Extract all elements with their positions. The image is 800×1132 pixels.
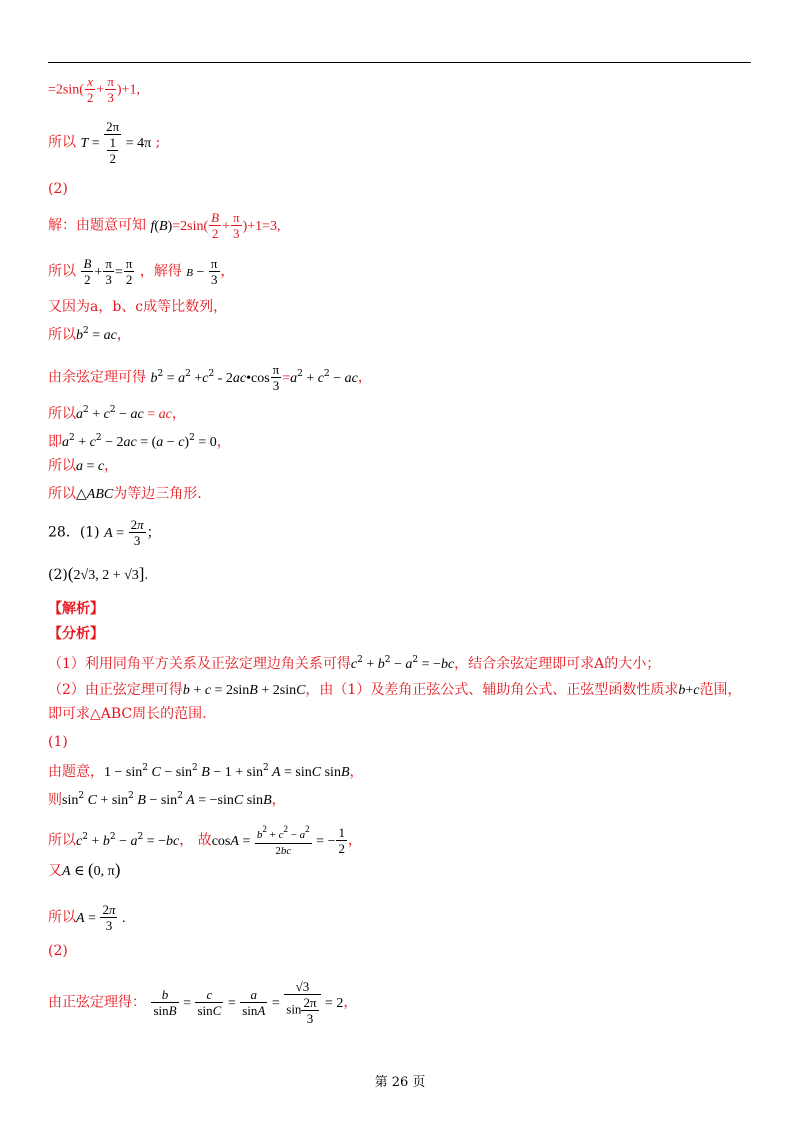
analysis-step-1: （1）利用同角平方关系及正弦定理边角关系可得$c^2 + b^2 - a^2 = -bc$，结合余弦定理即可求A的大小； xyxy=(48,655,661,672)
answer-28-1: 28．(1) A = $\frac{2\pi}{3}$ ； xyxy=(48,517,161,548)
solution-part-1-label: (1) xyxy=(48,734,68,750)
solution-line-4: 又A ∈ (0, π) xyxy=(48,860,121,879)
solution-part-2-label: (2) xyxy=(48,943,68,959)
line-9: 所以$a^2 + c^2$ − ac = ac， xyxy=(48,405,186,422)
solution-line-3: 所以$c^2 + b^2 - a^2 = -bc$， 故cosA = $\frac{b^2 + c^2 - a^2}{2bc}$ = − $\frac{1}{2}$ ， xyxy=(48,824,362,857)
analysis-step-2-cont: 即可求△ABC周长的范围. xyxy=(48,706,207,722)
line-6: 又因为a，b、c成等比数列， xyxy=(48,299,228,315)
analysis-subheading: 【分析】 xyxy=(48,626,104,642)
solution-line-1: 由题意，$1 - \sin^2 C - \sin^2 B - 1 + \sin^2 A = \sin C$ sinB， xyxy=(48,763,364,780)
line-5: 所以 $\frac{B}{2}$ + $\frac{\pi}{3}$ = $\frac{\pi}{2}$ ，解得 B − $\frac{\pi}{3}$ ， xyxy=(48,256,235,287)
line-11: 所以a = c， xyxy=(48,458,119,474)
line-12: 所以△ABC为等边三角形. xyxy=(48,486,202,502)
line-4: 解：由题意可知 f(B)=2sin( $\frac{B}{2}$ + $\frac{\pi}{3}$ )+1=3, xyxy=(48,210,281,241)
header-rule xyxy=(48,62,751,63)
analysis-heading: 【解析】 xyxy=(48,601,104,617)
solution-line-5: 所以A = $\frac{2\pi}{3}$ . xyxy=(48,902,126,933)
solution-line-2: 则$\sin^2 C + \sin^2 B - \sin^2 A = -\sin C$ sinB， xyxy=(48,791,286,808)
solution-line-6: 由正弦定理得： $\frac{b}{\sin B}$ = $\frac{c}{\sin C}$ = $\frac{a}{\sin A}$ = √3 sin $\frac{2\pi}{3}$ = 2， xyxy=(48,979,358,1026)
line-10: 即$a^2 + c^2 - 2ac = (a - c)^2 = 0$， xyxy=(48,433,231,450)
line-1: =2sin( $\frac{x}{2}$ + $\frac{\pi}{3}$ )+1, xyxy=(48,74,140,105)
page-footer: 第 26 页 xyxy=(374,1075,426,1090)
analysis-step-2: （2）由正弦定理可得b + c = 2sinB + 2sinC，由（1）及差角正弦公式、辅助角公式、正弦型函数性质求b+c范围， xyxy=(48,682,742,698)
line-2: 所以 T = $\frac{2\pi}{\frac{1}{2}}$ = 4π ; xyxy=(48,119,161,166)
line-8: 由余弦定理可得 $b^2 = a^2 +c^2$ - 2ac•cos $\frac{\pi}{3}$ $=a^2 + c^2$ − ac， xyxy=(48,362,372,393)
line-7: 所以$b^2$ = ac， xyxy=(48,326,131,343)
part-2-label: (2) xyxy=(48,181,68,197)
answer-28-2: (2)(2√3, 2 + √3]. xyxy=(48,564,148,583)
